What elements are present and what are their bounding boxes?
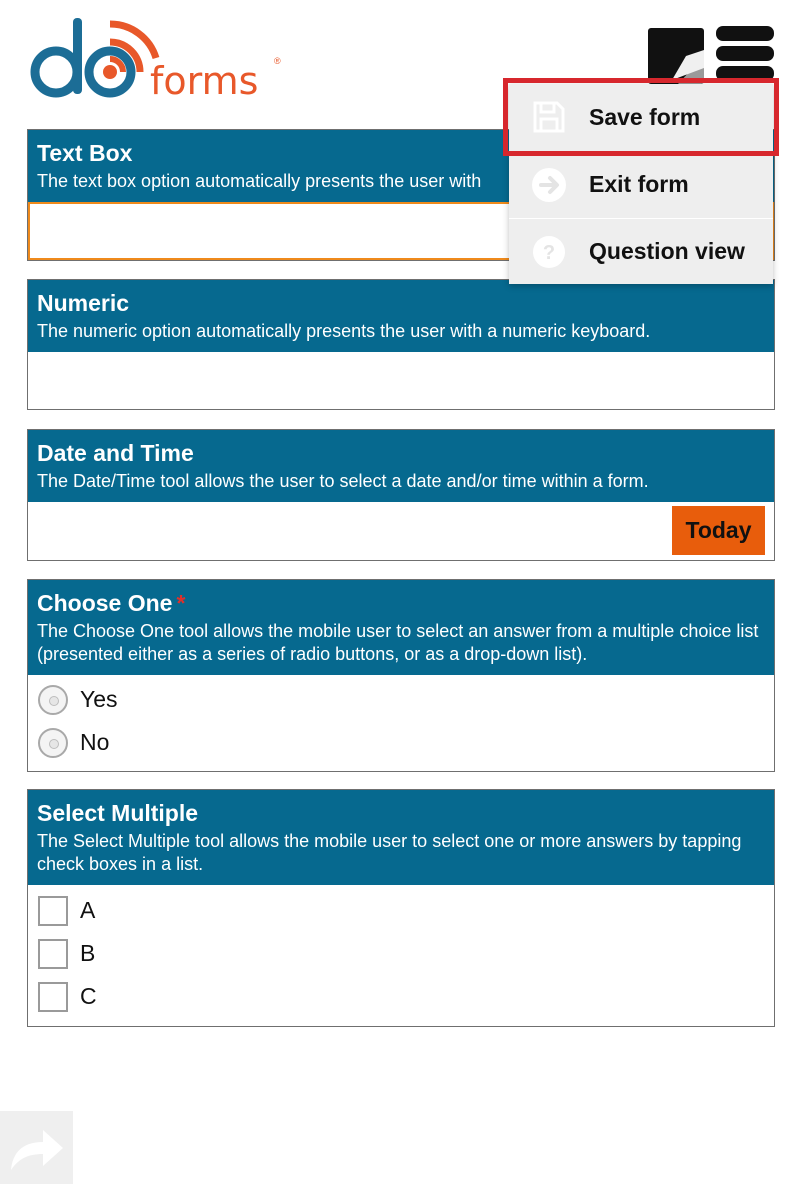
logo-forms-text: forms [150,59,259,103]
doforms-logo [28,14,288,104]
question-header [28,430,774,502]
arrow-right-circle-icon [531,167,567,203]
radio-button[interactable] [38,685,68,715]
overflow-menu-popup [509,84,773,284]
checkbox-group [28,885,774,1026]
question-description: The Choose One tool allows the mobile user to select an answer from a multiple choice list (presented either as a series of radio buttons, or as a drop-down list). [37,621,759,664]
checkbox[interactable] [38,939,68,969]
radio-option-yes[interactable] [28,678,774,721]
menu-item-exit-form[interactable] [509,151,773,217]
checkbox-label: A [80,897,96,923]
question-description: The Date/Time tool allows the user to select a date and/or time within a form. [37,471,649,491]
menu-item-label: Question view [589,238,745,264]
question-circle-icon [531,234,567,270]
edit-icon[interactable] [648,28,704,84]
radio-label: Yes [80,686,118,712]
svg-text:?: ? [542,241,556,264]
overflow-menu-icon[interactable] [716,26,774,82]
question-title-text: Choose One [37,590,173,616]
radio-button[interactable] [38,728,68,758]
next-arrow-button[interactable] [0,1111,73,1184]
question-title: Date and Time [37,440,194,466]
radio-option-no[interactable] [28,721,774,764]
menu-item-label: Save form [589,103,701,130]
question-description: The numeric option automatically presents the user with a numeric keyboard. [37,321,651,341]
question-title: Text Box [37,140,133,166]
question-description: The text box option automatically presents the user with [37,171,482,191]
question-choose-one [27,579,775,772]
question-header [28,580,774,675]
question-header [28,790,774,885]
question-header [28,280,774,352]
radio-label: No [80,729,110,755]
checkbox-option-c[interactable] [28,975,774,1018]
floppy-disk-icon [531,99,567,135]
question-description: The Select Multiple tool allows the mobile user to select one or more answers by tapping check boxes in a list. [37,831,742,874]
menu-item-label: Exit form [589,171,689,197]
checkbox-label: C [80,983,97,1009]
question-title: Numeric [37,290,130,316]
checkbox-option-a[interactable] [28,889,774,932]
radio-group [28,675,774,771]
checkbox[interactable] [38,896,68,926]
forward-arrow-icon [7,1120,67,1176]
checkbox[interactable] [38,982,68,1012]
question-title [37,588,765,618]
question-date-time [27,429,775,561]
menu-item-question-view[interactable] [509,218,773,284]
date-time-field[interactable] [28,502,774,560]
menu-item-save-form[interactable] [509,84,773,150]
today-button[interactable]: Today [672,506,765,555]
required-marker: * [176,590,186,616]
question-select-multiple [27,789,775,1027]
checkbox-option-b[interactable] [28,932,774,975]
numeric-input[interactable] [28,352,774,409]
logo-registered-mark: ® [274,56,281,66]
question-numeric [27,279,775,410]
question-title: Select Multiple [37,800,199,826]
checkbox-label: B [80,940,96,966]
